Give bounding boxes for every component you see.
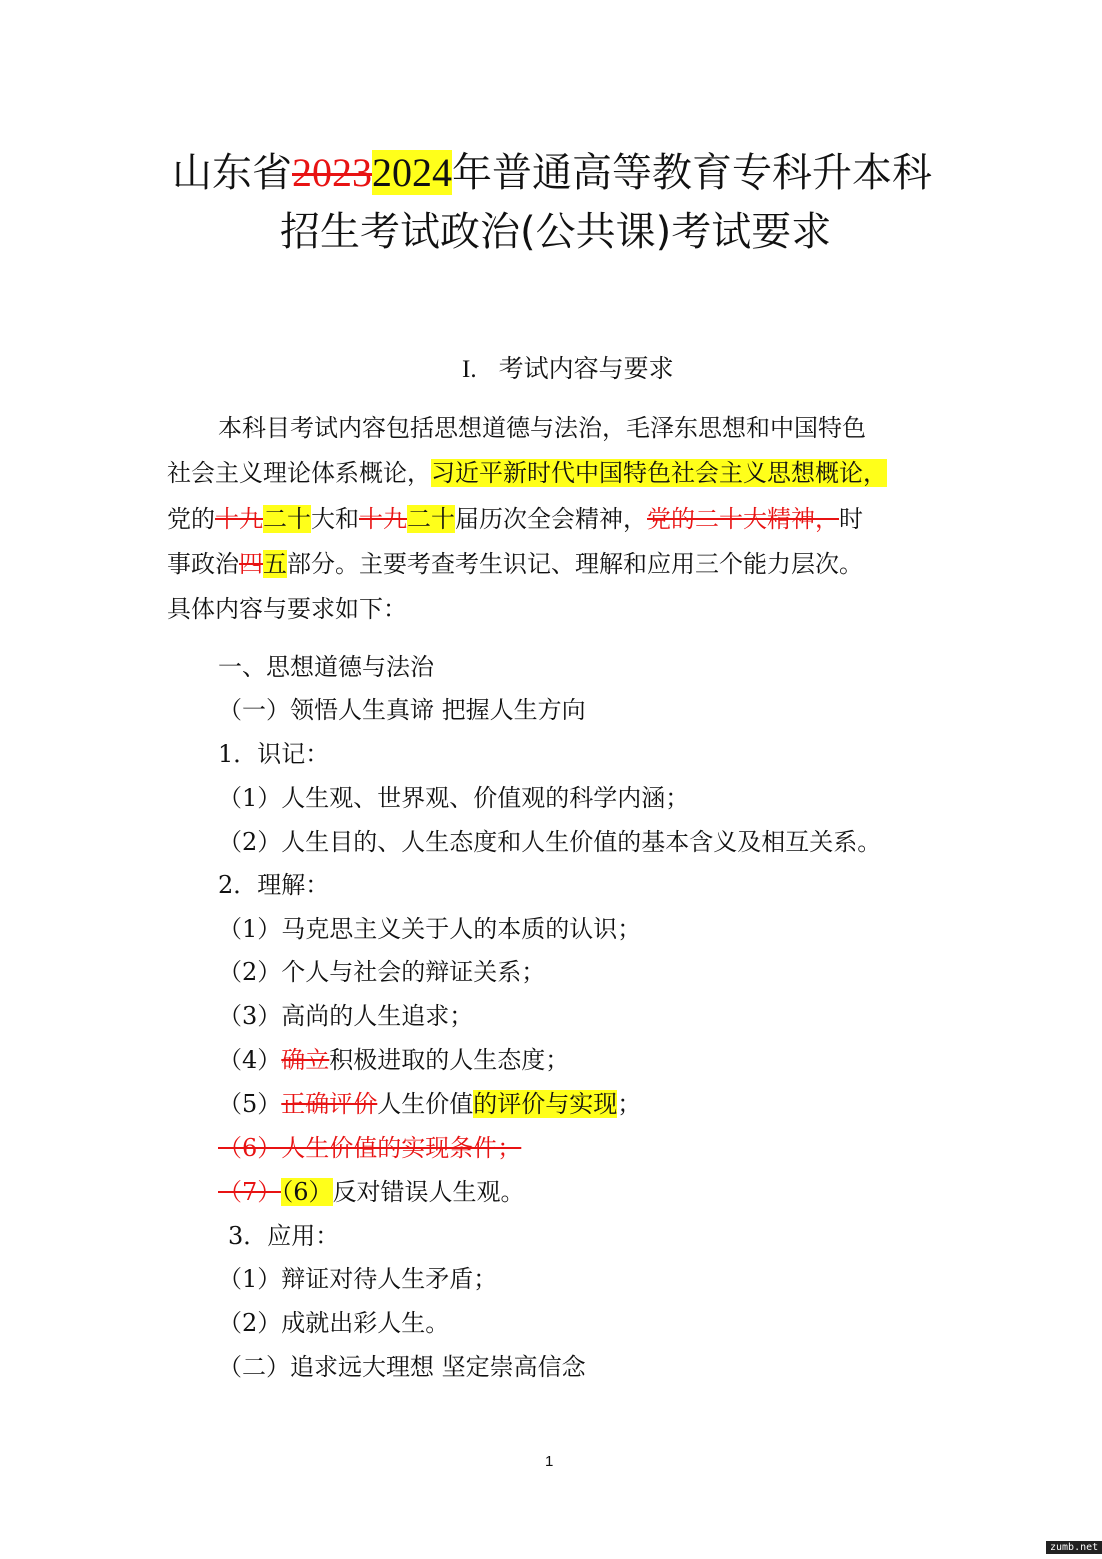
- list-item: （2）人生目的、人生态度和人生价值的基本含义及相互关系。: [218, 828, 882, 856]
- section-number: I.: [462, 356, 477, 383]
- list-item-deleted: [218, 1132, 521, 1164]
- item-text: ；: [617, 1090, 642, 1118]
- intro-line-3: [167, 503, 863, 535]
- list-item: （1）辩证对待人生矛盾；: [218, 1265, 498, 1293]
- deleted-text: （6）人生价值的实现条件；: [218, 1134, 522, 1162]
- inserted-text: 五: [263, 550, 287, 578]
- watermark: zumb.net: [1046, 1541, 1102, 1554]
- deleted-text: 四: [239, 550, 263, 578]
- part-heading: 一、思想道德与法治: [218, 653, 434, 681]
- list-heading-recall: 1．识记：: [218, 740, 330, 768]
- deleted-text: （7）: [218, 1178, 282, 1206]
- title-line-1: [172, 148, 932, 198]
- title-text: 山东省: [172, 150, 292, 196]
- inserted-text: 二十: [263, 505, 311, 533]
- title-line-2: 招生考试政治(公共课)考试要求: [280, 209, 832, 255]
- item-text: 反对错误人生观。: [332, 1178, 525, 1206]
- intro-line-5: 具体内容与要求如下：: [167, 595, 407, 623]
- item-text: 积极进取的人生态度；: [329, 1046, 570, 1074]
- deleted-text: 正确评价: [281, 1090, 378, 1118]
- chapter-heading: （一）领悟人生真谛 把握人生方向: [218, 696, 586, 724]
- title-text: 年普通高等教育专科升本科: [452, 150, 932, 196]
- list-item: （2）个人与社会的辩证关系；: [218, 958, 546, 986]
- section-heading: [462, 352, 674, 387]
- intro-line-2: [167, 457, 887, 489]
- section-title: 考试内容与要求: [498, 354, 674, 383]
- item-number: （5）: [218, 1090, 282, 1118]
- inserted-text: 二十: [407, 505, 455, 533]
- intro-text: 大和: [311, 505, 359, 533]
- list-item: [218, 1044, 569, 1076]
- inserted-year: 2024: [372, 150, 452, 195]
- item-text: 人生价值: [377, 1090, 474, 1118]
- list-heading-understand: 2．理解：: [218, 871, 330, 899]
- intro-line-4: [167, 548, 863, 580]
- intro-text: 党的: [167, 505, 215, 533]
- list-heading-apply: 3．应用：: [228, 1222, 340, 1250]
- intro-text: 部分。主要考查考生识记、理解和应用三个能力层次。: [287, 550, 863, 578]
- intro-text: 时: [839, 505, 863, 533]
- intro-text: 社会主义理论体系概论，: [167, 459, 431, 487]
- intro-text: 事政治: [167, 550, 239, 578]
- list-item: （1）人生观、世界观、价值观的科学内涵；: [218, 784, 690, 812]
- list-item: （2）成就出彩人生。: [218, 1309, 450, 1337]
- deleted-year: 2023: [292, 150, 372, 195]
- list-item: （1）马克思主义关于人的本质的认识；: [218, 915, 642, 943]
- deleted-text: 确立: [281, 1046, 330, 1074]
- deleted-text: 十九: [215, 505, 263, 533]
- list-item: （3）高尚的人生追求；: [218, 1002, 474, 1030]
- intro-line-1: 本科目考试内容包括思想道德与法治，毛泽东思想和中国特色: [218, 414, 866, 442]
- intro-text: 届历次全会精神，: [455, 505, 647, 533]
- inserted-text: 的评价与实现: [473, 1090, 618, 1118]
- inserted-text: （6）: [281, 1178, 333, 1206]
- list-item: [218, 1088, 641, 1120]
- item-number: （4）: [218, 1046, 282, 1074]
- inserted-text: 习近平新时代中国特色社会主义思想概论，: [431, 459, 887, 487]
- page-number: 1: [545, 1453, 554, 1470]
- deleted-text: 十九: [359, 505, 407, 533]
- chapter-heading: （二）追求远大理想 坚定崇高信念: [218, 1353, 586, 1381]
- deleted-text: 党的二十大精神，: [647, 505, 839, 533]
- list-item: [218, 1176, 525, 1208]
